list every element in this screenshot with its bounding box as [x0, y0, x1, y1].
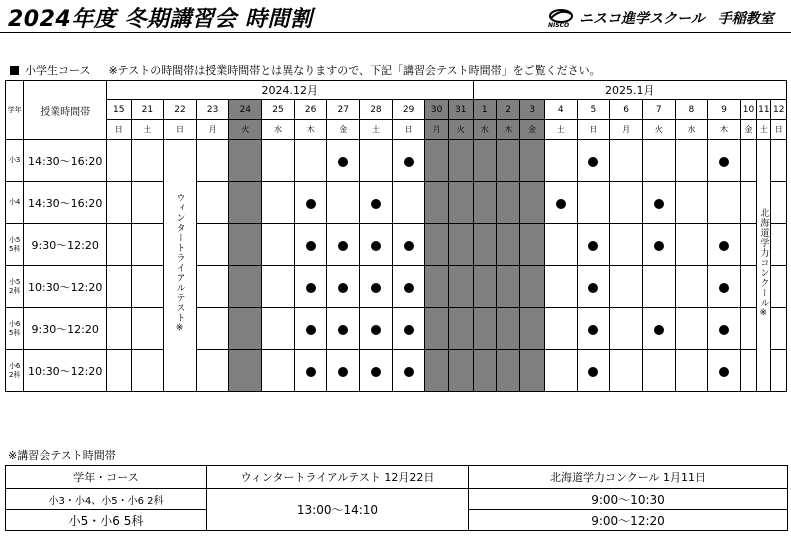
day-number: 11 — [757, 100, 771, 120]
schedule-cell — [740, 308, 756, 350]
schedule-cell — [642, 266, 675, 308]
schedule-cell — [107, 266, 131, 308]
schedule-cell — [392, 182, 425, 224]
class-day-dot-icon — [306, 241, 316, 251]
schedule-cell — [131, 140, 164, 182]
schedule-cell — [771, 140, 787, 182]
schedule-cell — [496, 140, 519, 182]
schedule-cell — [520, 308, 544, 350]
class-day-dot-icon — [654, 325, 664, 335]
schedule-cell — [642, 308, 675, 350]
day-weekday: 日 — [107, 120, 131, 140]
day-number: 23 — [196, 100, 229, 120]
class-day-dot-icon — [588, 241, 598, 251]
class-day-dot-icon — [719, 157, 729, 167]
test-row2-course: 小5・小6 5科 — [6, 510, 207, 531]
schedule-cell — [294, 266, 327, 308]
schedule-cell — [107, 350, 131, 392]
schedule-cell — [448, 224, 473, 266]
schedule-cell — [448, 182, 473, 224]
day-number: 2 — [496, 100, 519, 120]
day-number: 25 — [262, 100, 295, 120]
day-weekday: 月 — [610, 120, 643, 140]
day-weekday: 火 — [448, 120, 473, 140]
schedule-cell — [708, 182, 741, 224]
schedule-cell — [425, 308, 448, 350]
class-day-dot-icon — [556, 199, 566, 209]
schedule-cell — [520, 182, 544, 224]
schedule-cell — [544, 266, 577, 308]
hokkaido-test-label: 北海道学力コンクール※ — [758, 208, 769, 319]
hokkaido-test-cell — [757, 140, 771, 392]
day-number: 15 — [107, 100, 131, 120]
nisco-logo-icon — [548, 8, 574, 28]
schedule-cell — [448, 308, 473, 350]
schedule-cell — [577, 350, 610, 392]
schedule-cell — [610, 266, 643, 308]
schedule-cell — [392, 308, 425, 350]
class-day-dot-icon — [588, 325, 598, 335]
schedule-cell — [294, 224, 327, 266]
schedule-cell — [520, 224, 544, 266]
schedule-cell — [708, 140, 741, 182]
class-day-dot-icon — [371, 199, 381, 209]
header-divider — [0, 32, 791, 33]
schedule-cell — [642, 182, 675, 224]
schedule-cell — [294, 350, 327, 392]
schedule-cell — [196, 182, 229, 224]
schedule-cell — [642, 140, 675, 182]
schedule-cell — [544, 350, 577, 392]
schedule-cell — [131, 350, 164, 392]
logo-text: NISCO — [548, 22, 570, 29]
class-day-dot-icon — [588, 157, 598, 167]
schedule-cell — [740, 182, 756, 224]
grade-cell: 小5 2科 — [6, 266, 24, 308]
schedule-table — [5, 80, 787, 392]
schedule-cell — [425, 182, 448, 224]
day-weekday: 木 — [496, 120, 519, 140]
schedule-cell — [294, 182, 327, 224]
class-day-dot-icon — [404, 367, 414, 377]
day-number: 1 — [473, 100, 496, 120]
section-note: ※テストの時間帯は授業時間帯とは異なりますので、下記「講習会テスト時間帯」をご覧ください。 — [108, 64, 601, 77]
day-weekday: 木 — [294, 120, 327, 140]
day-weekday: 水 — [473, 120, 496, 140]
schedule-cell — [327, 182, 360, 224]
schedule-cell — [131, 308, 164, 350]
day-weekday: 水 — [675, 120, 708, 140]
schedule-cell — [708, 308, 741, 350]
winter-trial-test-label: ウィンタートライアルテスト※ — [174, 193, 185, 334]
schedule-cell — [327, 266, 360, 308]
class-day-dot-icon — [588, 367, 598, 377]
class-day-dot-icon — [338, 367, 348, 377]
day-weekday: 金 — [740, 120, 756, 140]
schedule-cell — [771, 182, 787, 224]
class-day-dot-icon — [371, 325, 381, 335]
day-weekday: 木 — [708, 120, 741, 140]
day-number: 24 — [229, 100, 262, 120]
schedule-cell — [708, 350, 741, 392]
time-cell: 14:30〜16:20 — [24, 182, 107, 224]
class-day-dot-icon — [338, 157, 348, 167]
schedule-cell — [520, 140, 544, 182]
test-row1-course: 小3・小4、小5・小6 2科 — [6, 489, 207, 510]
schedule-cell — [577, 182, 610, 224]
section-label: 小学生コース — [25, 64, 91, 77]
class-day-dot-icon — [371, 241, 381, 251]
schedule-cell — [196, 224, 229, 266]
schedule-cell — [473, 224, 496, 266]
schedule-cell — [196, 350, 229, 392]
schedule-cell — [131, 182, 164, 224]
schedule-cell — [262, 182, 295, 224]
class-day-dot-icon — [306, 367, 316, 377]
schedule-cell — [771, 224, 787, 266]
class-day-dot-icon — [371, 283, 381, 293]
schedule-cell — [771, 266, 787, 308]
day-number: 12 — [771, 100, 787, 120]
class-day-dot-icon — [719, 367, 729, 377]
day-number: 8 — [675, 100, 708, 120]
schedule-cell — [262, 350, 295, 392]
day-weekday: 水 — [262, 120, 295, 140]
schedule-cell — [196, 140, 229, 182]
schedule-cell — [544, 308, 577, 350]
grade-cell: 小4 — [6, 182, 24, 224]
time-cell: 9:30〜12:20 — [24, 224, 107, 266]
day-number: 26 — [294, 100, 327, 120]
day-number: 31 — [448, 100, 473, 120]
schedule-cell — [642, 350, 675, 392]
page-title: 2024年度 冬期講習会 時間割 — [8, 7, 313, 32]
schedule-cell — [196, 308, 229, 350]
grade-cell: 小3 — [6, 140, 24, 182]
day-number: 9 — [708, 100, 741, 120]
day-number: 30 — [425, 100, 448, 120]
schedule-cell — [642, 224, 675, 266]
schedule-cell — [740, 224, 756, 266]
schedule-cell — [327, 140, 360, 182]
schedule-cell — [610, 308, 643, 350]
day-number: 10 — [740, 100, 756, 120]
day-weekday: 金 — [520, 120, 544, 140]
test-col-course: 学年・コース — [6, 466, 207, 489]
schedule-cell — [262, 140, 295, 182]
schedule-cell — [771, 308, 787, 350]
schedule-cell — [610, 140, 643, 182]
brand-branch: 手稲教室 — [717, 11, 774, 27]
test-row2-hokkaido: 9:00〜12:20 — [469, 510, 788, 531]
grade-cell: 小6 5科 — [6, 308, 24, 350]
schedule-cell — [360, 140, 393, 182]
test-col-winter: ウィンタートライアルテスト 12月22日 — [207, 466, 469, 489]
schedule-cell — [360, 224, 393, 266]
class-day-dot-icon — [338, 241, 348, 251]
schedule-cell — [262, 308, 295, 350]
day-weekday: 土 — [360, 120, 393, 140]
schedule-cell — [392, 224, 425, 266]
time-cell: 10:30〜12:20 — [24, 350, 107, 392]
day-number: 22 — [164, 100, 197, 120]
day-number: 21 — [131, 100, 164, 120]
section-heading — [10, 62, 601, 78]
day-weekday: 月 — [425, 120, 448, 140]
test-times-title: ※講習会テスト時間帯 — [8, 449, 116, 462]
brand-name: ニスコ進学スクール — [579, 11, 705, 27]
schedule-cell — [544, 140, 577, 182]
schedule-cell — [675, 350, 708, 392]
time-cell: 9:30〜12:20 — [24, 308, 107, 350]
schedule-cell — [740, 350, 756, 392]
month-header-jan: 2025.1月 — [473, 81, 787, 100]
square-bullet-icon — [10, 66, 19, 75]
schedule-cell — [675, 266, 708, 308]
day-number: 28 — [360, 100, 393, 120]
class-day-dot-icon — [719, 283, 729, 293]
schedule-cell — [360, 266, 393, 308]
schedule-cell — [610, 224, 643, 266]
day-weekday: 金 — [327, 120, 360, 140]
class-day-dot-icon — [404, 325, 414, 335]
schedule-cell — [107, 224, 131, 266]
class-day-dot-icon — [404, 157, 414, 167]
schedule-cell — [425, 350, 448, 392]
day-number: 7 — [642, 100, 675, 120]
schedule-cell — [107, 308, 131, 350]
day-number: 3 — [520, 100, 544, 120]
schedule-cell — [392, 140, 425, 182]
schedule-cell — [392, 266, 425, 308]
schedule-cell — [131, 266, 164, 308]
class-day-dot-icon — [338, 283, 348, 293]
schedule-cell — [708, 266, 741, 308]
time-cell: 10:30〜12:20 — [24, 266, 107, 308]
schedule-cell — [131, 224, 164, 266]
schedule-cell — [473, 140, 496, 182]
day-weekday: 火 — [229, 120, 262, 140]
class-day-dot-icon — [588, 283, 598, 293]
class-day-dot-icon — [654, 241, 664, 251]
schedule-cell — [544, 182, 577, 224]
schedule-cell — [107, 182, 131, 224]
test-col-hokkaido: 北海道学力コンクール 1月11日 — [469, 466, 788, 489]
schedule-cell — [294, 140, 327, 182]
schedule-cell — [675, 140, 708, 182]
schedule-cell — [496, 182, 519, 224]
schedule-cell — [360, 308, 393, 350]
day-weekday: 日 — [771, 120, 787, 140]
schedule-cell — [577, 224, 610, 266]
schedule-cell — [675, 224, 708, 266]
schedule-cell — [473, 266, 496, 308]
brand — [548, 8, 774, 28]
class-day-dot-icon — [404, 283, 414, 293]
class-day-dot-icon — [306, 283, 316, 293]
day-weekday: 土 — [544, 120, 577, 140]
class-day-dot-icon — [371, 367, 381, 377]
schedule-cell — [327, 308, 360, 350]
schedule-cell — [262, 266, 295, 308]
schedule-cell — [229, 350, 262, 392]
day-weekday: 日 — [392, 120, 425, 140]
schedule-cell — [360, 182, 393, 224]
day-number: 6 — [610, 100, 643, 120]
schedule-cell — [294, 308, 327, 350]
schedule-cell — [196, 266, 229, 308]
schedule-cell — [229, 224, 262, 266]
test-winter-time: 13:00〜14:10 — [207, 489, 469, 531]
grade-header: 学年 — [6, 81, 24, 140]
day-weekday: 日 — [577, 120, 610, 140]
schedule-cell — [771, 350, 787, 392]
class-day-dot-icon — [404, 241, 414, 251]
schedule-cell — [425, 224, 448, 266]
schedule-cell — [425, 140, 448, 182]
schedule-cell — [262, 224, 295, 266]
schedule-cell — [496, 308, 519, 350]
day-number: 4 — [544, 100, 577, 120]
schedule-cell — [425, 266, 448, 308]
day-weekday: 月 — [196, 120, 229, 140]
schedule-cell — [448, 140, 473, 182]
schedule-cell — [610, 182, 643, 224]
winter-trial-test-cell — [164, 140, 197, 392]
grade-cell: 小5 5科 — [6, 224, 24, 266]
schedule-cell — [448, 266, 473, 308]
day-number: 5 — [577, 100, 610, 120]
schedule-cell — [229, 308, 262, 350]
schedule-cell — [577, 266, 610, 308]
month-header-dec: 2024.12月 — [107, 81, 473, 100]
test-row1-hokkaido: 9:00〜10:30 — [469, 489, 788, 510]
schedule-cell — [360, 350, 393, 392]
time-cell: 14:30〜16:20 — [24, 140, 107, 182]
schedule-cell — [577, 308, 610, 350]
day-weekday: 日 — [164, 120, 197, 140]
schedule-cell — [327, 350, 360, 392]
day-number: 29 — [392, 100, 425, 120]
day-weekday: 火 — [642, 120, 675, 140]
schedule-cell — [496, 350, 519, 392]
schedule-cell — [448, 350, 473, 392]
schedule-cell — [496, 266, 519, 308]
class-day-dot-icon — [719, 241, 729, 251]
schedule-cell — [229, 266, 262, 308]
schedule-cell — [740, 140, 756, 182]
schedule-cell — [473, 308, 496, 350]
schedule-cell — [577, 140, 610, 182]
schedule-cell — [229, 182, 262, 224]
schedule-cell — [327, 224, 360, 266]
class-day-dot-icon — [306, 325, 316, 335]
grade-cell: 小6 2科 — [6, 350, 24, 392]
test-times-table — [5, 465, 788, 531]
day-weekday: 土 — [757, 120, 771, 140]
class-day-dot-icon — [719, 325, 729, 335]
class-day-dot-icon — [654, 199, 664, 209]
schedule-cell — [520, 350, 544, 392]
schedule-cell — [708, 224, 741, 266]
class-day-dot-icon — [306, 199, 316, 209]
schedule-cell — [496, 224, 519, 266]
time-header: 授業時間帯 — [24, 81, 107, 140]
schedule-cell — [740, 266, 756, 308]
day-number: 27 — [327, 100, 360, 120]
schedule-cell — [392, 350, 425, 392]
class-day-dot-icon — [338, 325, 348, 335]
schedule-cell — [544, 224, 577, 266]
schedule-cell — [520, 266, 544, 308]
schedule-cell — [610, 350, 643, 392]
schedule-cell — [473, 182, 496, 224]
schedule-cell — [473, 350, 496, 392]
schedule-cell — [107, 140, 131, 182]
schedule-cell — [675, 308, 708, 350]
day-weekday: 土 — [131, 120, 164, 140]
schedule-cell — [675, 182, 708, 224]
schedule-cell — [229, 140, 262, 182]
